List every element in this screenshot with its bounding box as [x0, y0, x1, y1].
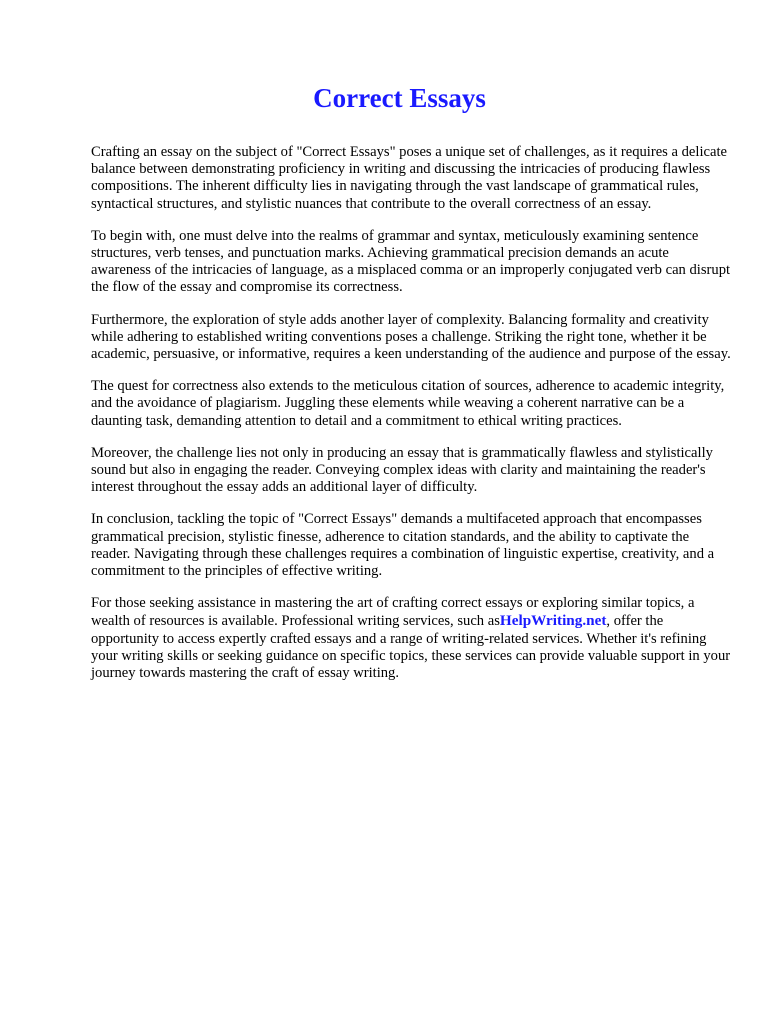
helpwriting-link[interactable]: HelpWriting.net — [499, 612, 607, 630]
paragraph-3: Furthermore, the exploration of style adds another layer of complexity. Balancing formality and creativity while adhering to established writing conventions poses a challenge. Striking the right tone, whether it be academic, persuasive, or informative, requires a keen understanding of the audience and purpose of the essay. — [91, 311, 731, 363]
paragraph-7-after-link: , offer the opportunity to access expertly crafted essays and a range of writing-related services. Whether it's refining your writing skills or seeking guidance on specific topics, these services can provide valuable support in your journey towards mastering the craft of essay writing. — [91, 613, 731, 682]
paragraph-7-before-link: For those seeking assistance in mastering the art of crafting correct essays or exploring similar topics, a wealth of resources is available. Professional writing services, such as — [91, 595, 695, 630]
paragraph-7 — [91, 595, 731, 682]
paragraph-2: To begin with, one must delve into the realms of grammar and syntax, meticulously examining sentence structures, verb tenses, and punctuation marks. Achieving grammatical precision demands an acute awareness of the intricacies of language, as a misplaced comma or an improperly conjugated verb can disrupt the flow of the essay and compromise its correctness. — [91, 227, 731, 296]
paragraph-5: Moreover, the challenge lies not only in producing an essay that is grammatically flawless and stylistically sound but also in engaging the reader. Conveying complex ideas with clarity and maintaining the reader's interest throughout the essay adds an additional layer of difficulty. — [91, 444, 713, 496]
page-title: Correct Essays — [313, 83, 486, 113]
paragraph-6: In conclusion, tackling the topic of "Correct Essays" demands a multifaceted approach that encompasses grammatical precision, stylistic finesse, adherence to citation standards, and the ability to captivate the reader. Navigating through these challenges requires a combination of linguistic expertise, creativity, and a commitment to the principles of effective writing. — [91, 511, 715, 580]
paragraph-4: The quest for correctness also extends to the meticulous citation of sources, adherence to academic integrity, and the avoidance of plagiarism. Juggling these elements while weaving a coherent narrative can be a daunting task, demanding attention to detail and a commitment to ethical writing practices. — [91, 378, 725, 429]
paragraph-1: Crafting an essay on the subject of "Correct Essays" poses a unique set of challenges, as it requires a delicate balance between demonstrating proficiency in writing and discussing the intricacies of producing flawless compositions. The inherent difficulty lies in navigating through the vast landscape of grammatical rules, syntactical structures, and stylistic nuances that contribute to the overall correctness of an essay. — [91, 144, 728, 212]
